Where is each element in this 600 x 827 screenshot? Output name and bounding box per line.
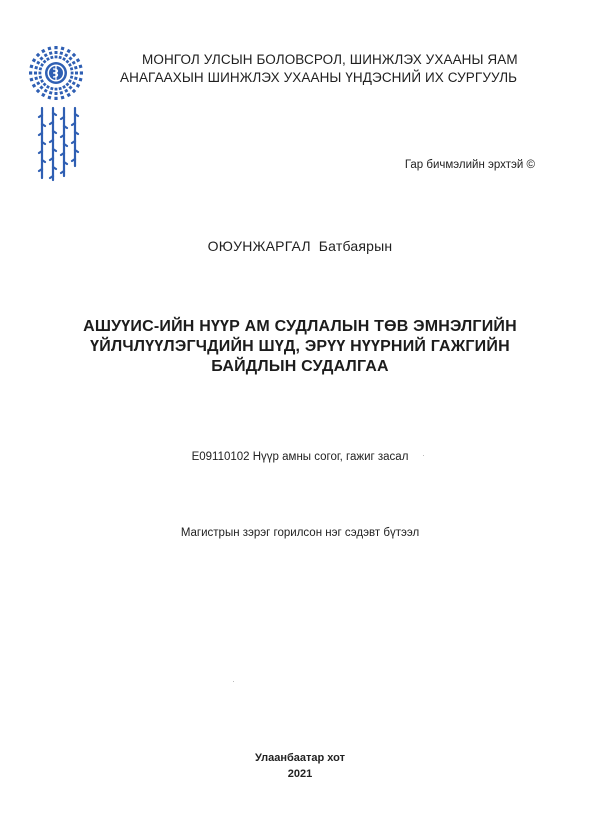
thesis-title-line-3: БАЙДЛЫН СУДАЛГАА [211, 358, 389, 375]
place-and-year [0, 750, 600, 782]
copyright-notice: Гар бичмэлийн эрхтэй © [404, 159, 535, 171]
year: 2021 [287, 768, 313, 780]
author-surname: ОЮУНЖАРГАЛ [207, 238, 311, 254]
scan-speck [423, 455, 424, 456]
city: Улаанбаатар хот [254, 752, 345, 764]
university-name: АНАГААХЫН ШИНЖЛЭХ УХААНЫ ҮНДЭСНИЙ ИХ СУРГУУЛЬ [120, 70, 518, 85]
thesis-title-line-1: АШУҮИС-ИЙН НҮҮР АМ СУДЛАЛЫН ТӨВ ЭМНЭЛГИЙН [83, 318, 517, 335]
thesis-title-line-2: ҮЙЛЧЛҮҮЛЭГЧДИЙН ШҮД, ЭРҮҮ НҮҮРНИЙ ГАЖГИЙН [90, 338, 510, 355]
university-emblem-icon [22, 40, 90, 190]
degree-statement: Магистрын зэрэг горилсон нэг сэдэвт бүтээл [180, 527, 420, 539]
scan-speck [233, 681, 234, 682]
author-given-name: Батбаярын [318, 238, 393, 254]
author-name [0, 238, 600, 254]
thesis-title [70, 317, 530, 377]
specialty-code: E09110102 Нүүр амны согог, гажиг засал [191, 451, 409, 463]
mongolian-script-columns [39, 108, 78, 180]
ministry-name: МОНГОЛ УЛСЫН БОЛОВСРОЛ, ШИНЖЛЭХ УХААНЫ ЯАМ [142, 52, 518, 67]
institution-header [120, 51, 560, 87]
